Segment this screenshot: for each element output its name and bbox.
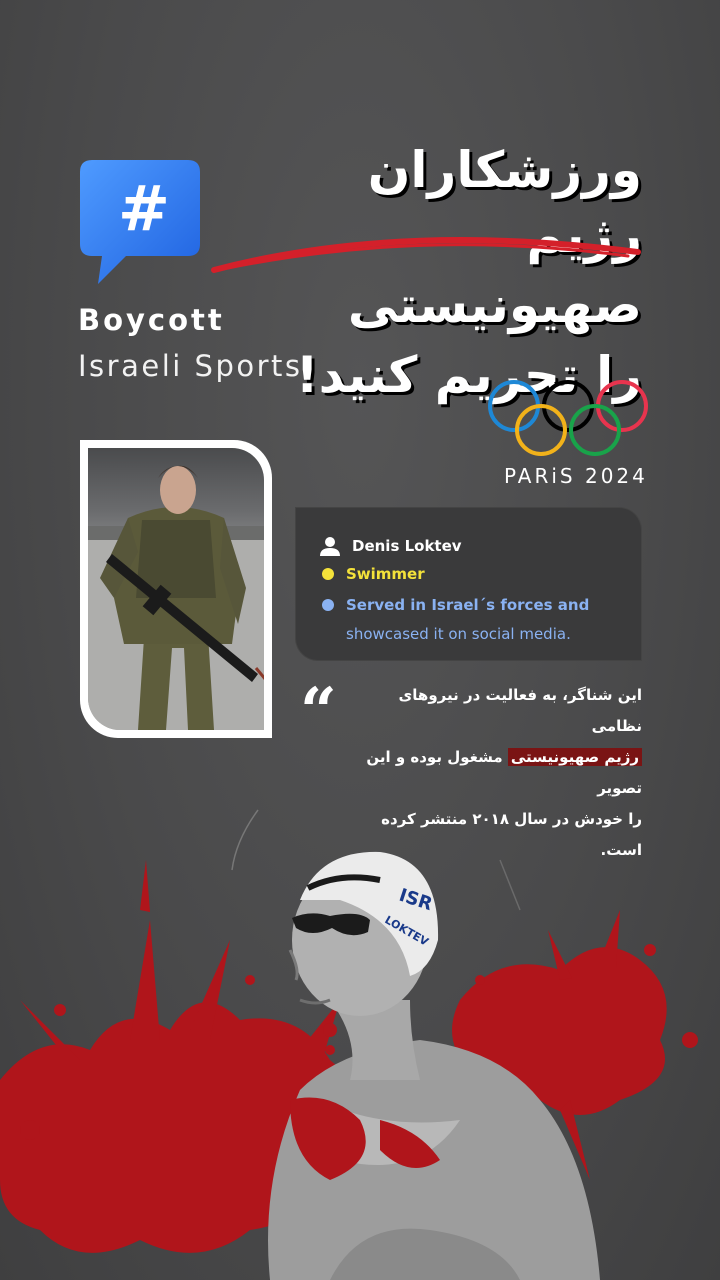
athlete-info-card [296, 508, 641, 660]
soldier-photo [88, 448, 264, 730]
soldier-figure-icon [88, 448, 264, 730]
user-icon [320, 536, 340, 556]
highlighted-phrase: رژیم صهیونیستی [508, 748, 642, 766]
quote-mark-icon: “ [300, 674, 337, 749]
athlete-name: Denis Loktev [352, 537, 462, 555]
headline-line-1: ورزشکاران [367, 141, 642, 199]
yellow-dot-icon [322, 568, 334, 580]
blue-dot-icon [322, 599, 334, 611]
paris-2024-label: PARiS 2024 [504, 464, 648, 488]
description-line-2-rest: مشغول بوده و این تصویر [366, 748, 642, 797]
description-line-2 [344, 742, 642, 804]
hashtag-symbol: # [118, 172, 170, 245]
athlete-served-line-2: showcased it on social media. [346, 625, 571, 643]
description-line-1: این شناگر، به فعالیت در نیروهای نظامی [398, 686, 642, 735]
athlete-role: Swimmer [346, 565, 425, 583]
description-line-3: را خودش در سال ۲۰۱۸ منتشر کرده است. [381, 810, 642, 859]
boycott-label: Boycott [78, 303, 225, 337]
strike-through-line [208, 210, 648, 280]
hashtag-bubble-icon [78, 158, 202, 286]
headline-line-3: را تحریم کنید! [295, 346, 642, 404]
cap-country-label: ISR [396, 884, 435, 916]
athlete-served-row [320, 596, 589, 614]
olympic-rings-icon [486, 378, 650, 458]
swimmer-artwork [0, 800, 720, 1280]
israeli-sports-label: Israeli Sports [78, 349, 303, 383]
athlete-role-row [320, 565, 425, 583]
cap-name-label: LOKTEV [382, 913, 431, 949]
athlete-served-line-1: Served in Israel´s forces and [346, 596, 590, 614]
headline-line-2 [222, 200, 642, 340]
soldier-photo-frame [80, 440, 272, 738]
athlete-name-row [320, 536, 462, 556]
headline-line-2-text: رژیم صهیونیستی [347, 206, 642, 334]
